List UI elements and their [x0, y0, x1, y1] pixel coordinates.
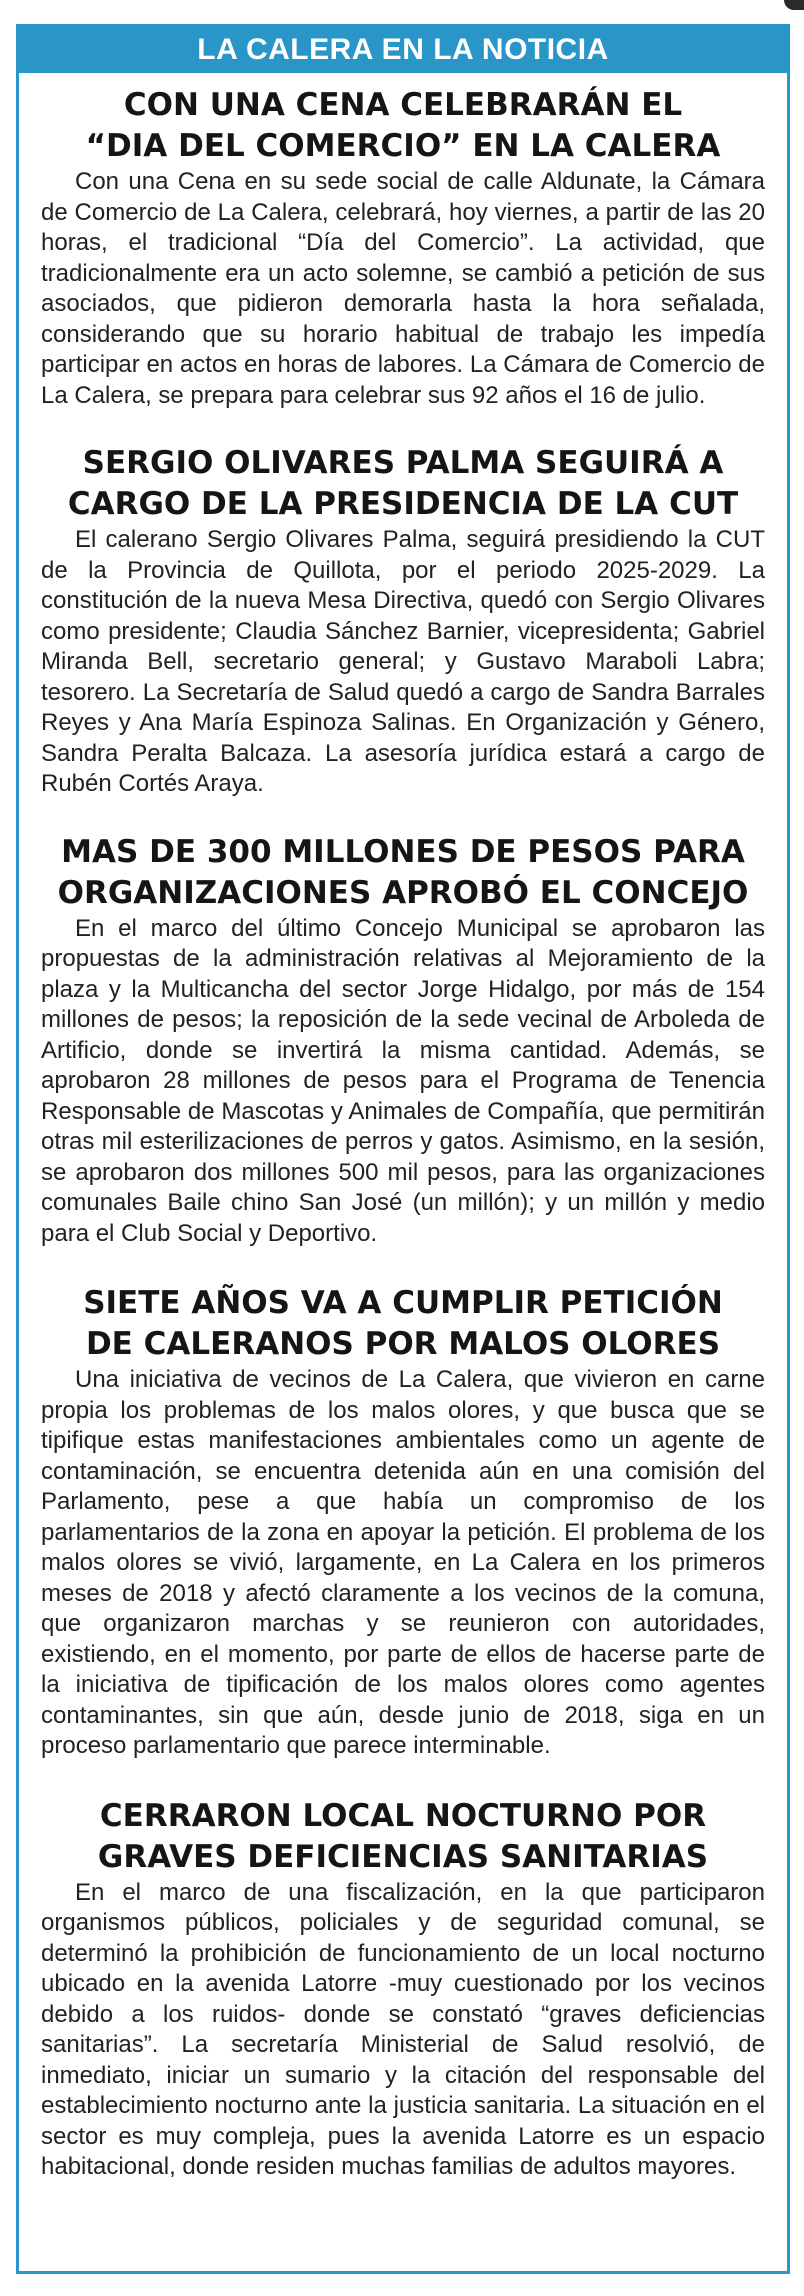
headline-line: SERGIO OLIVARES PALMA SEGUIRÁ A — [82, 445, 724, 481]
article-local-nocturno — [41, 1796, 765, 2183]
article-body — [41, 525, 765, 800]
headline-line: SIETE AÑOS VA A CUMPLIR PETICIÓN — [83, 1285, 723, 1321]
headline-line: DE CALERANOS POR MALOS OLORES — [85, 1326, 721, 1362]
article-body-text: En el marco del último Concejo Municipal se aprobaron las propuestas de la administración relativas al Mejoramiento de la plaza y la Multicancha del sector Jorge Hidalgo, por más de 154 millones de pesos; la reposición de la sede vecinal de Arboleda de Artificio, donde se invertirá la misma cantidad. Además, se aprobaron 28 millones de pesos para el Programa de Tenencia Responsable de Mascotas y Animales de Compañía, que permitirán otras mil esterilizaciones de perros y gatos. Asimismo, en la sesión, se aprobaron dos millones 500 mil pesos, para las organizaciones comunales Baile chino San José (un millón); y un millón y medio para el Club Social y Deportivo. — [41, 914, 765, 1247]
article-body-text: Una iniciativa de vecinos de La Calera, que vivieron en carne propia los problemas de los malos olores, y que busca que se tipifique estas manifestaciones ambientales como un agente de contaminación, se encuentra detenida aún en una comisión del Parlamento, pese a que había un compromiso de los parlamentarios de la zona en apoyar la petición. El problema de los malos olores se vivió, largamente, en La Calera en los primeros meses de 2018 y afectó claramente a los vecinos de la comuna, que organizaron marchas y se reunieron con autoridades, existiendo, en el momento, por parte de ellos de hacerse parte de la iniciativa de tipificación de los malos olores como agentes contaminantes, sin que aún, desde junio de 2018, siga en un proceso parlamentario que parece interminable. — [41, 1366, 765, 1759]
article-body — [41, 914, 765, 1250]
headline-line: “DIA DEL COMERCIO” EN LA CALERA — [85, 128, 721, 164]
headline-line: MAS DE 300 MILLONES DE PESOS PARA — [61, 833, 745, 870]
article-presidencia-cut — [41, 443, 765, 800]
article-headline — [41, 832, 765, 914]
section-header: LA CALERA EN LA NOTICIA — [19, 27, 787, 73]
article-body — [41, 1365, 765, 1762]
headline-line: CARGO DE LA PRESIDENCIA DE LA CUT — [67, 486, 739, 522]
headline-line: ORGANIZACIONES APROBÓ EL CONCEJO — [57, 874, 749, 911]
articles-container — [19, 85, 787, 2183]
article-concejo-millones — [41, 832, 765, 1250]
article-malos-olores — [41, 1283, 765, 1762]
headline-line: CON UNA CENA CELEBRARÁN EL — [123, 87, 683, 123]
news-column — [16, 24, 790, 2274]
headline-line: GRAVES DEFICIENCIAS SANITARIAS — [97, 1838, 709, 1875]
page-corner-mark — [784, 0, 804, 10]
article-headline — [41, 1796, 765, 1878]
article-body-text: El calerano Sergio Olivares Palma, seguirá presidiendo la CUT de la Provincia de Quillota, por el periodo 2025-2029. La constitución de la nueva Mesa Directiva, quedó con Sergio Olivares como presidente; Claudia Sánchez Barnier, vicepresidenta; Gabriel Miranda Bell, secretario general; y Gustavo Maraboli Labra; tesorero. La Secretaría de Salud quedó a cargo de Sandra Barrales Reyes y Ana María Espinoza Salinas. En Organización y Género, Sandra Peralta Balcaza. La asesoría jurídica estará a cargo de Rubén Cortés Araya. — [41, 526, 765, 797]
article-body — [41, 1878, 765, 2183]
article-headline — [41, 85, 765, 167]
article-headline — [41, 443, 765, 525]
headline-line: CERRARON LOCAL NOCTURNO POR — [99, 1797, 707, 1834]
article-body-text: En el marco de una fiscalización, en la que participaron organismos públicos, policiales y de seguridad comunal, se determinó la prohibición de funcionamiento de un local nocturno ubicado en la avenida Latorre -muy cuestionado por los vecinos debido a los ruidos- donde se constató “graves deficiencias sanitarias”. La secretaría Ministerial de Salud resolvió, de inmediato, iniciar un sumario y la citación del responsable del establecimiento nocturno ante la justicia sanitaria. La situación en el sector es muy compleja, pues la avenida Latorre es un espacio habitacional, donde residen muchas familias de adultos mayores. — [41, 1878, 765, 2180]
article-body — [41, 167, 765, 411]
article-body-text: Con una Cena en su sede social de calle Aldunate, la Cámara de Comercio de La Calera, celebrará, hoy viernes, a partir de las 20 horas, el tradicional “Día del Comercio”. La actividad, que tradicionalmente era un acto solemne, se cambió a petición de sus asociados, que pidieron demorarla hasta la hora señalada, considerando que su horario habitual de trabajo les impedía participar en actos en horas de labores. La Cámara de Comercio de La Calera, se prepara para celebrar sus 92 años el 16 de julio. — [41, 168, 765, 409]
article-dia-del-comercio — [41, 85, 765, 411]
article-headline — [41, 1283, 765, 1365]
